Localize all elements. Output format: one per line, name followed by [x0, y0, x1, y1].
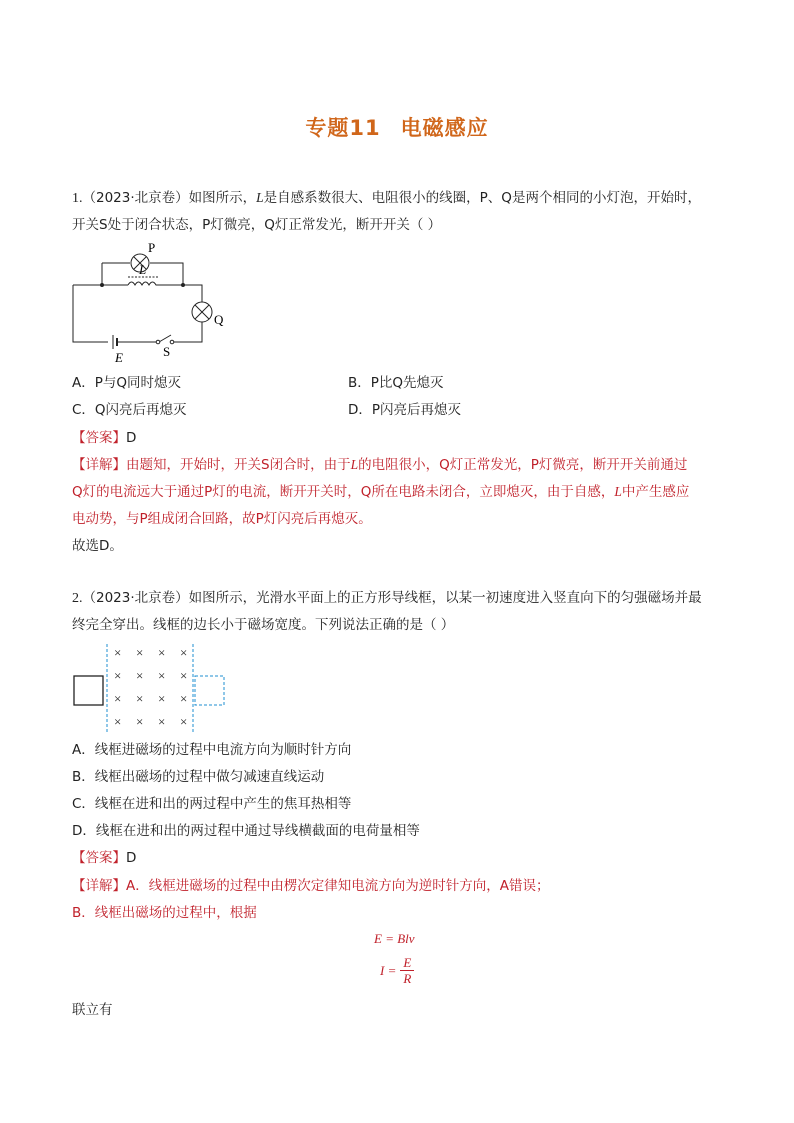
q1-label-l: L	[139, 262, 147, 277]
title-prefix: 专题	[305, 116, 350, 140]
q2-field-cross: ×	[158, 714, 166, 729]
q1-label: 1.	[72, 191, 83, 206]
q2-formula-fraction	[400, 955, 414, 986]
q1-stem-text-b: 是自感系数很大、电阻很小的线圈，P、Q是两个相同的小灯泡，开始时，	[263, 190, 701, 206]
q1-junction-right	[181, 283, 185, 287]
q1-detail-L-1: L	[350, 457, 359, 472]
q2-label: 2.	[72, 591, 83, 606]
q1-stem-L: L	[256, 190, 264, 205]
page-title	[0, 112, 794, 142]
q1-label-p: P	[148, 240, 156, 255]
q2-field-cross: ×	[180, 645, 188, 660]
q1-stem-line1	[72, 188, 701, 209]
q2-detail-line1	[72, 876, 549, 896]
q2-square-loop	[74, 676, 103, 705]
q2-field-cross: ×	[136, 668, 144, 683]
q1-conclusion: 故选D。	[72, 538, 123, 554]
q1-source: （2023·北京卷）	[82, 190, 189, 206]
q2-detail-tag: 【详解】	[72, 878, 126, 894]
q2-option-d[interactable]: D．线框在进和出的两过程中通过导线横截面的电荷量相等	[72, 823, 420, 839]
q2-stem-line1	[72, 588, 702, 609]
q1-detail-text-2b: 中产生感应	[621, 484, 690, 500]
q2-field-cross: ×	[114, 691, 122, 706]
q1-lamp-q	[192, 302, 212, 322]
q2-field-crosses	[114, 645, 187, 729]
q2-answer-value: D	[126, 850, 137, 866]
title-name: 电磁感应	[400, 116, 489, 140]
q2-square-loop-exit	[195, 676, 224, 705]
q2-answer-tag: 【答案】	[72, 850, 126, 866]
q1-option-b[interactable]: B．P比Q先熄灭	[348, 375, 444, 391]
q2-field-cross: ×	[158, 691, 166, 706]
q2-field-cross: ×	[114, 668, 122, 683]
q2-field-cross: ×	[180, 691, 188, 706]
q2-stem-text: 如图所示，光滑水平面上的正方形导线框，以某一初速度进入竖直向下的匀强磁场并最	[188, 590, 702, 606]
q2-field-cross: ×	[136, 645, 144, 660]
q1-detail-text-1b: 的电阻很小，Q灯正常发光，P灯微亮，断开开关前通过	[358, 457, 688, 473]
q1-circuit-figure	[68, 240, 238, 365]
q1-label-q: Q	[214, 312, 224, 327]
q1-detail-line3: 电动势，与P组成闭合回路，故P灯闪亮后再熄灭。	[72, 511, 372, 527]
q2-option-c[interactable]: C．线框在进和出的两过程中产生的焦耳热相等	[72, 796, 352, 812]
q1-wire-mid-right	[158, 285, 202, 302]
q2-formula-current	[380, 955, 414, 986]
q2-source: （2023·北京卷）	[82, 590, 189, 606]
q1-option-a[interactable]: A．P与Q同时熄灭	[72, 375, 182, 391]
q1-detail-line2	[72, 482, 689, 502]
title-number: 11	[349, 116, 381, 140]
q2-field-cross: ×	[136, 714, 144, 729]
q1-detail-text-1a: 由题知，开始时，开关S闭合时，由于	[126, 457, 351, 473]
q1-wire-right	[172, 322, 202, 342]
q1-switch-contact-left	[156, 340, 160, 344]
q2-option-a[interactable]: A．线框进磁场的过程中电流方向为顺时针方向	[72, 742, 352, 758]
q2-detail-line2: B．线框出磁场的过程中，根据	[72, 905, 257, 921]
q2-field-cross: ×	[114, 714, 122, 729]
q1-detail-text-2a: Q灯的电流远大于通过P灯的电流，断开开关时，Q所在电路未闭合，立即熄灭，由于自感，	[72, 484, 615, 500]
q1-option-d[interactable]: D．P闪亮后再熄灭	[348, 402, 462, 418]
q2-answer	[72, 848, 136, 868]
q1-switch-blade	[159, 335, 171, 342]
q1-wire-top-right	[150, 263, 183, 285]
q2-formula-denominator: R	[403, 971, 412, 986]
q2-field-cross: ×	[158, 668, 166, 683]
q1-wire-left	[73, 285, 108, 342]
q1-answer-value: D	[126, 430, 137, 446]
q2-field-cross: ×	[136, 691, 144, 706]
q1-inductor-coil	[128, 282, 158, 285]
q1-answer	[72, 428, 136, 448]
q2-option-b[interactable]: B．线框出磁场的过程中做匀减速直线运动	[72, 769, 325, 785]
q2-formula-emf: E = Blv	[374, 931, 415, 946]
q1-answer-tag: 【答案】	[72, 430, 126, 446]
q2-formula-current-lhs: I =	[380, 962, 397, 978]
q1-junction-left	[100, 283, 104, 287]
q1-detail-line1	[72, 455, 687, 475]
q2-detail-text-1: A．线框进磁场的过程中由楞次定律知电流方向为逆时针方向，A错误；	[126, 878, 550, 894]
q1-switch-contact-right	[170, 340, 174, 344]
q2-field-cross: ×	[180, 714, 188, 729]
q1-label-e: E	[115, 350, 123, 365]
q2-formula-numerator: E	[403, 955, 412, 970]
q1-option-c[interactable]: C．Q闪亮后再熄灭	[72, 402, 187, 418]
q2-field-cross: ×	[158, 645, 166, 660]
q1-label-s: S	[163, 344, 171, 359]
q1-stem-text-a: 如图所示，	[188, 190, 257, 206]
q2-tail: 联立有	[72, 1002, 113, 1018]
q2-field-cross: ×	[114, 645, 122, 660]
q1-detail-tag: 【详解】	[72, 457, 126, 473]
q2-stem-line2: 终完全穿出。线框的边长小于磁场宽度。下列说法正确的是（ ）	[72, 617, 455, 633]
q1-stem-line2: 开关S处于闭合状态，P灯微亮，Q灯正常发光，断开开关（ ）	[72, 217, 442, 233]
q2-field-cross: ×	[180, 668, 188, 683]
q1-detail-L-2: L	[614, 484, 622, 499]
q2-field-figure	[68, 640, 238, 735]
